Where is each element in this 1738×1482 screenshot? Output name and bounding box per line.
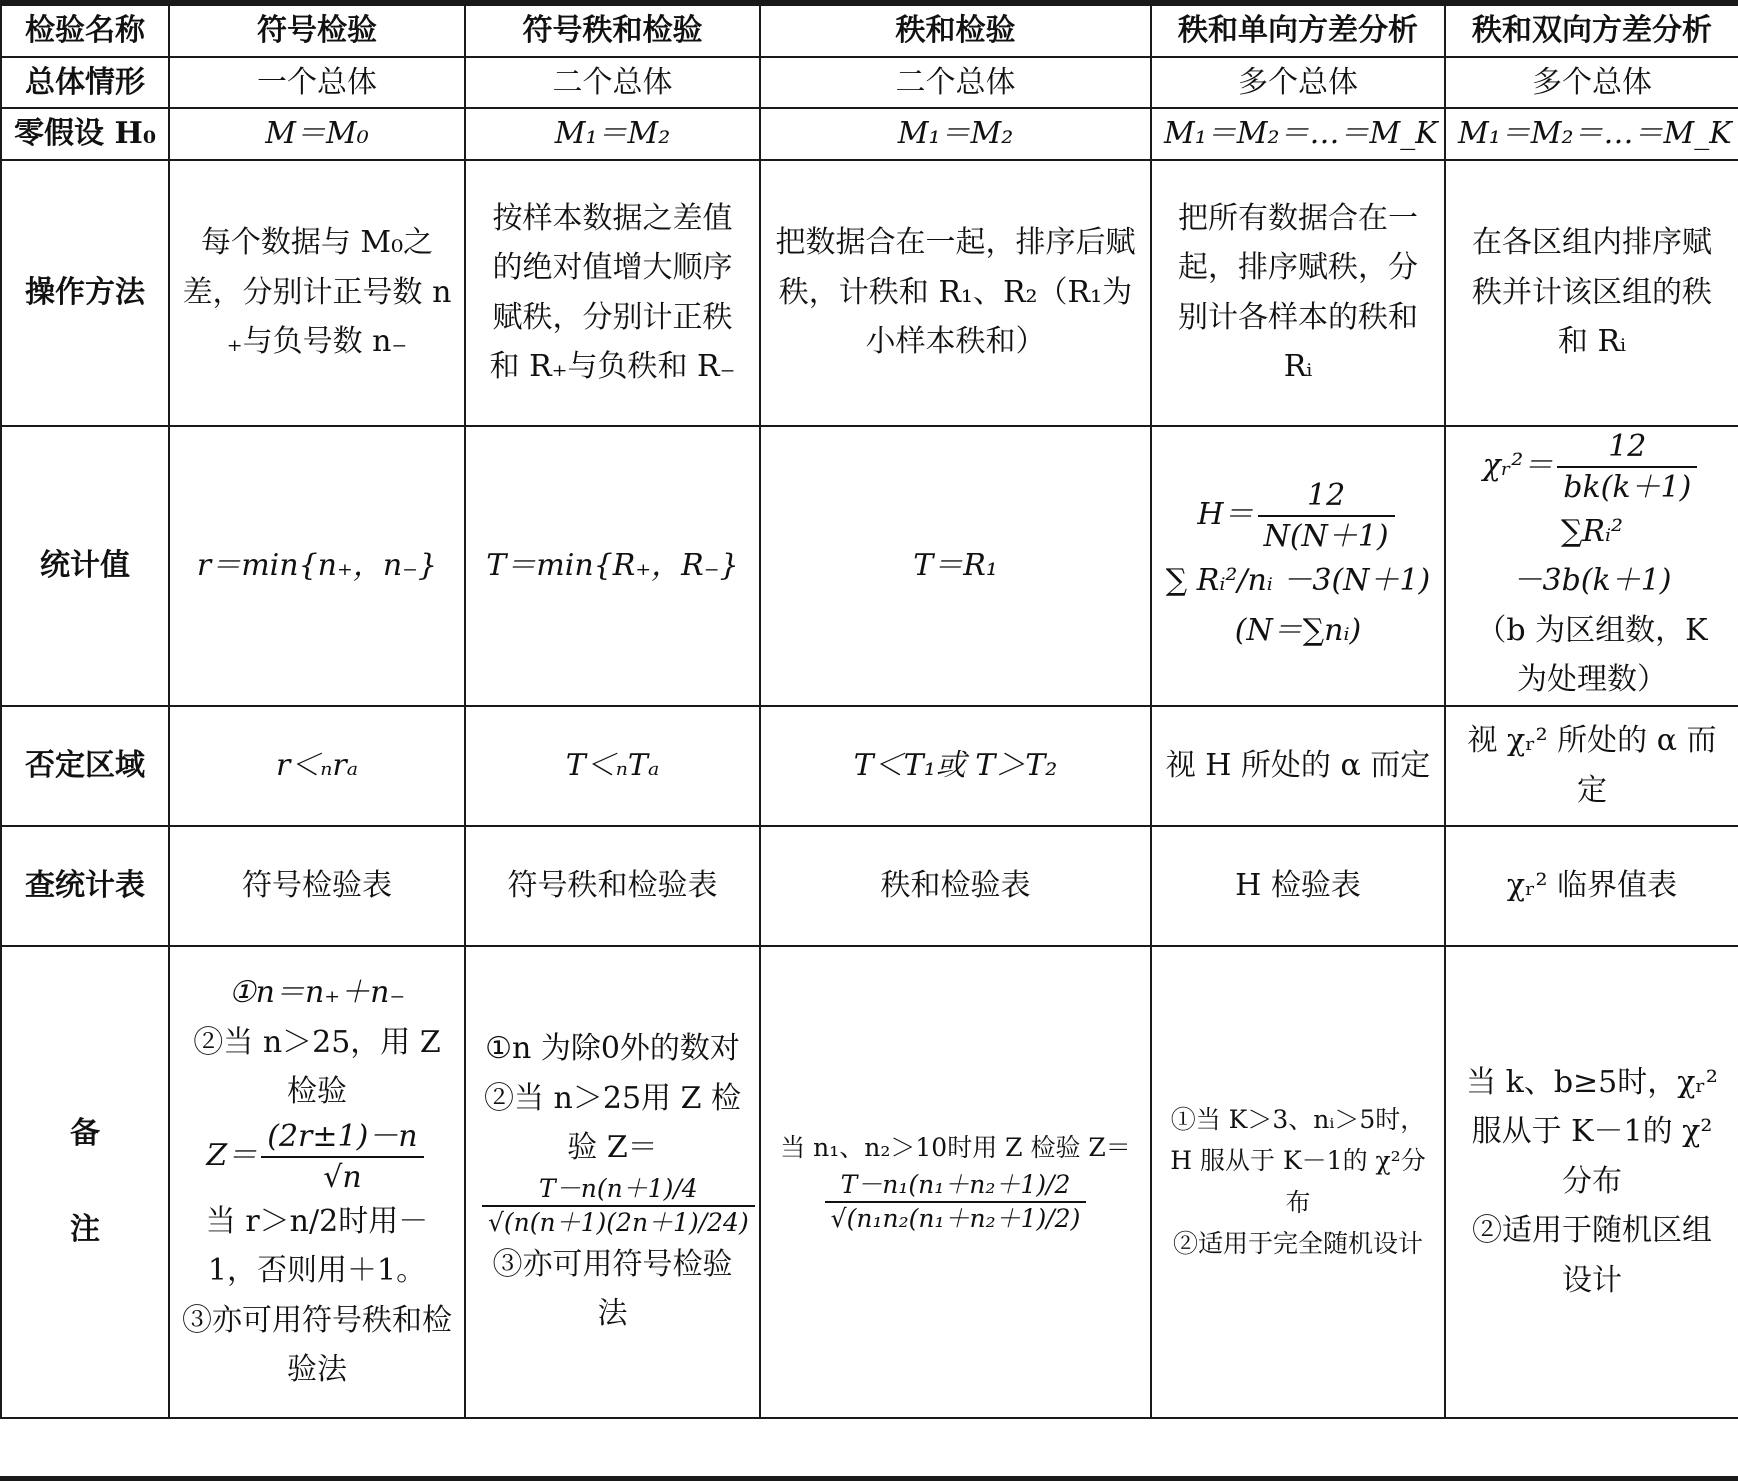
statistic-signed-rank: T＝min{R₊，R₋} xyxy=(465,426,760,706)
method-cell: 按样本数据之差值的绝对值增大顺序赋秩，分别计正秩和 R₊与负秩和 R₋ xyxy=(465,160,760,426)
rejection-cell: T＜ₙTₐ xyxy=(465,706,760,826)
remarks-label-bottom: 注 xyxy=(70,1211,100,1247)
remarks-signed-rank xyxy=(465,946,760,1418)
remarks-label xyxy=(1,946,169,1418)
null-hypothesis-row xyxy=(1,108,1738,160)
remarks-sign-z-fraction xyxy=(261,1117,423,1197)
statistic-label: 统计值 xyxy=(1,426,169,706)
friedman-denominator: bk(k＋1) xyxy=(1563,469,1692,505)
remarks-label-top: 备 xyxy=(70,1116,100,1151)
remarks-sign-z-denominator: √n xyxy=(323,1159,362,1195)
remarks-sign-z-numerator: (2r±1)－n xyxy=(261,1117,423,1158)
statistic-kruskal-wallis xyxy=(1151,426,1445,706)
remarks-signed-rank-z-numerator: T－n(n＋1)/4 xyxy=(482,1173,755,1208)
header-row xyxy=(1,5,1738,57)
remarks-signed-rank-z-denominator: √(n(n＋1)(2n＋1)/24) xyxy=(488,1208,749,1238)
remarks-sign-line3: 当 r＞n/2时用－1，否则用＋1。 xyxy=(205,1203,429,1289)
population-cell: 一个总体 xyxy=(169,57,465,109)
remarks-row xyxy=(1,946,1738,1418)
friedman-line2: －3b(k＋1) xyxy=(1512,563,1672,598)
remarks-rank-sum-line1: 当 n₁、n₂＞10时用 Z 检验 Z＝ xyxy=(780,1133,1131,1163)
friedman-lhs: χᵣ²＝ xyxy=(1482,447,1554,483)
method-cell: 把数据合在一起，排序后赋秩，计秩和 R₁、R₂（R₁为小样本秩和） xyxy=(760,160,1151,426)
rejection-label: 否定区域 xyxy=(1,706,169,826)
remarks-rank-sum-z-fraction xyxy=(825,1169,1087,1236)
method-row xyxy=(1,160,1738,426)
lookup-label: 查统计表 xyxy=(1,826,169,946)
population-label: 总体情形 xyxy=(1,57,169,109)
header-signed-rank-test: 符号秩和检验 xyxy=(465,5,760,57)
kw-fraction xyxy=(1258,476,1395,556)
population-cell: 多个总体 xyxy=(1445,57,1738,109)
lookup-cell: 符号秩和检验表 xyxy=(465,826,760,946)
rejection-row xyxy=(1,706,1738,826)
statistic-row xyxy=(1,426,1738,706)
remarks-signed-rank-line1: ①n 为除0外的数对②当 n＞25用 Z 检验 Z＝ xyxy=(484,1031,741,1166)
remarks-rank-sum xyxy=(760,946,1151,1418)
lookup-cell: 秩和检验表 xyxy=(760,826,1151,946)
population-cell: 二个总体 xyxy=(465,57,760,109)
header-rank-sum-test: 秩和检验 xyxy=(760,5,1151,57)
remarks-sign-line2: ②当 n＞25，用 Z 检验 xyxy=(193,1024,441,1110)
remarks-kruskal-wallis xyxy=(1151,946,1445,1418)
remarks-signed-rank-z-fraction xyxy=(482,1173,755,1240)
remarks-sign xyxy=(169,946,465,1418)
kw-sum-term: ∑ Rᵢ²/nᵢ －3(N＋1) xyxy=(1165,563,1431,598)
remarks-rank-sum-z-denominator: √(n₁n₂(n₁＋n₂＋1)/2) xyxy=(830,1204,1081,1234)
rejection-cell: r＜ₙrₐ xyxy=(169,706,465,826)
lookup-row xyxy=(1,826,1738,946)
remarks-friedman-line1: 当 k、b≥5时，χᵣ² 服从于 K－1的 χ²分布 xyxy=(1466,1064,1718,1199)
null-hypothesis-label: 零假设 H₀ xyxy=(1,108,169,160)
null-hypothesis-cell: M₁＝M₂ xyxy=(465,108,760,160)
population-cell: 多个总体 xyxy=(1151,57,1445,109)
rejection-cell: 视 H 所处的 α 而定 xyxy=(1151,706,1445,826)
kw-numerator: 12 xyxy=(1258,476,1395,517)
remarks-rank-sum-z-numerator: T－n₁(n₁＋n₂＋1)/2 xyxy=(825,1169,1087,1204)
statistic-friedman xyxy=(1445,426,1738,706)
rejection-cell: 视 χᵣ² 所处的 α 而定 xyxy=(1445,706,1738,826)
header-sign-test: 符号检验 xyxy=(169,5,465,57)
remarks-kw-line1: ①当 K＞3、nᵢ＞5时，H 服从于 K－1的 χ²分布 xyxy=(1170,1105,1426,1217)
method-cell: 在各区组内排序赋秩并计该区组的秩和 Rᵢ xyxy=(1445,160,1738,426)
friedman-fraction xyxy=(1557,427,1697,507)
remarks-friedman-line2: ②适用于随机区组设计 xyxy=(1472,1213,1712,1298)
bottom-rule xyxy=(0,1476,1738,1481)
header-kruskal-wallis: 秩和单向方差分析 xyxy=(1151,5,1445,57)
null-hypothesis-cell: M＝M₀ xyxy=(169,108,465,160)
kw-lhs: H＝ xyxy=(1197,497,1254,532)
statistic-rank-sum: T＝R₁ xyxy=(760,426,1151,706)
null-hypothesis-cell: M₁＝M₂＝…＝M_K xyxy=(1445,108,1738,160)
lookup-cell: 符号检验表 xyxy=(169,826,465,946)
friedman-numerator: 12 xyxy=(1557,427,1697,468)
remarks-sign-z-lhs: Z＝ xyxy=(206,1137,258,1173)
lookup-cell: H 检验表 xyxy=(1151,826,1445,946)
friedman-sum: ∑Rᵢ² xyxy=(1560,513,1624,549)
method-cell: 每个数据与 M₀之差，分别计正号数 n₊与负号数 n₋ xyxy=(169,160,465,426)
remarks-signed-rank-line2: ③亦可用符号检验法 xyxy=(492,1246,733,1332)
null-hypothesis-cell: M₁＝M₂＝…＝M_K xyxy=(1151,108,1445,160)
kw-n-definition: (N＝∑nᵢ) xyxy=(1234,612,1362,648)
method-cell: 把所有数据合在一起，排序赋秩，分别计各样本的秩和 Rᵢ xyxy=(1151,160,1445,426)
remarks-friedman xyxy=(1445,946,1738,1418)
kw-denominator: N(N＋1) xyxy=(1263,519,1389,554)
lookup-cell: χᵣ² 临界值表 xyxy=(1445,826,1738,946)
null-hypothesis-cell: M₁＝M₂ xyxy=(760,108,1151,160)
friedman-line3: （b 为区组数，K 为处理数） xyxy=(1476,612,1708,697)
remarks-kw-line2: ②适用于完全随机设计 xyxy=(1172,1228,1423,1258)
population-cell: 二个总体 xyxy=(760,57,1151,109)
statistic-sign: r＝min{n₊，n₋} xyxy=(169,426,465,706)
remarks-sign-line4: ③亦可用符号秩和检验法 xyxy=(182,1302,452,1388)
header-corner: 检验名称 xyxy=(1,5,169,57)
nonparametric-tests-table xyxy=(0,4,1738,1419)
header-friedman: 秩和双向方差分析 xyxy=(1445,5,1738,57)
method-label: 操作方法 xyxy=(1,160,169,426)
remarks-sign-line1: ①n＝n₊＋n₋ xyxy=(228,975,406,1011)
population-row xyxy=(1,57,1738,109)
rejection-cell: T＜T₁或 T＞T₂ xyxy=(760,706,1151,826)
